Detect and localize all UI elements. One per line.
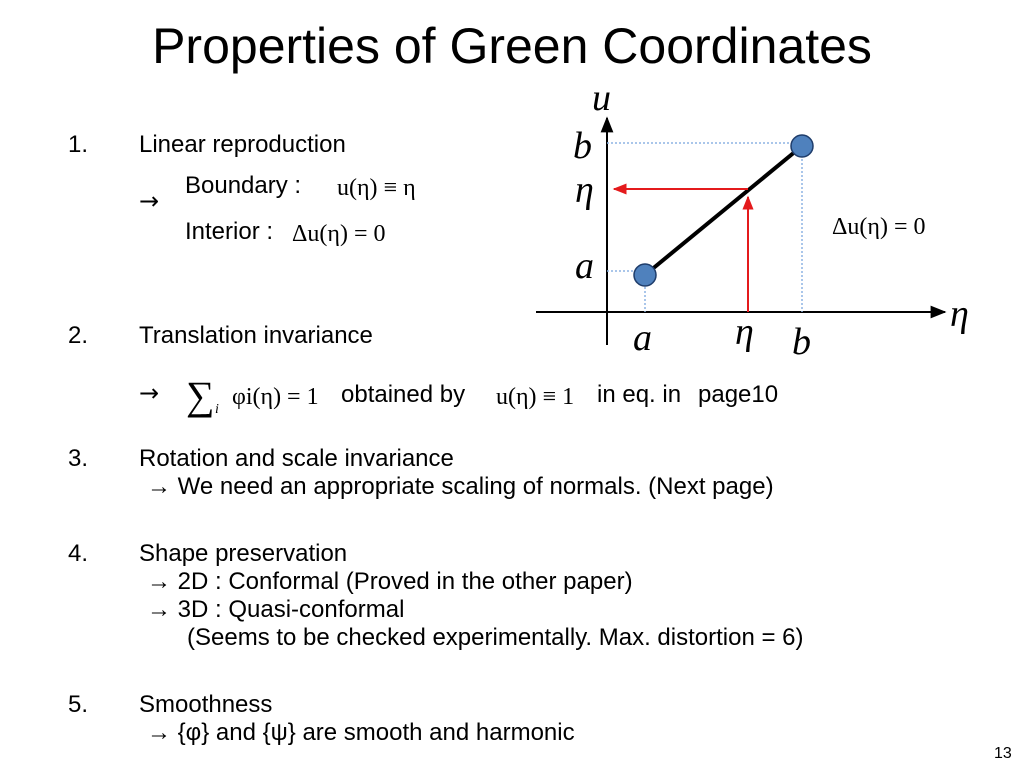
item-2-heading: Translation invariance xyxy=(139,322,373,349)
item-1-interior-label: Interior : xyxy=(185,218,274,245)
y-tick-a: a xyxy=(575,245,594,287)
item-5-line-1: → {φ} and {ψ} are smooth and harmonic xyxy=(147,719,575,746)
item-2-sum-symbol: ∑ xyxy=(186,373,215,418)
item-3-line-1: → We need an appropriate scaling of normals. (Next page) xyxy=(147,473,774,500)
y-tick-eta: η xyxy=(575,169,594,211)
item-3-heading: Rotation and scale invariance xyxy=(139,445,454,472)
item-1-interior-expr: Δu(η) = 0 xyxy=(292,221,386,247)
item-1-boundary-label: Boundary : xyxy=(185,172,302,199)
x-tick-b: b xyxy=(792,321,811,363)
item-2-sum-index: i xyxy=(215,402,219,417)
x-axis-label: η xyxy=(950,293,969,335)
item-5-heading: Smoothness xyxy=(139,691,273,718)
item-4-line-2: → 3D : Quasi-conformal xyxy=(147,596,405,623)
item-2-arrow: → xyxy=(139,379,160,407)
item-2-page-ref: page10 xyxy=(698,381,779,408)
item-2-in-eq-text: in eq. in xyxy=(597,381,682,408)
item-4-line-3: (Seems to be checked experimentally. Max. distortion = 6) xyxy=(187,624,804,651)
x-tick-a: a xyxy=(633,317,652,359)
y-tick-b: b xyxy=(573,125,592,167)
item-4-number: 4. xyxy=(68,540,89,567)
item-5-number: 5. xyxy=(68,691,89,718)
boundary-segment xyxy=(645,146,802,275)
endpoint-b xyxy=(791,135,813,157)
endpoint-a xyxy=(634,264,656,286)
item-3-number: 3. xyxy=(68,445,89,472)
x-tick-eta: η xyxy=(735,311,754,353)
item-1-number: 1. xyxy=(68,131,89,158)
diagram-laplace-expr: Δu(η) = 0 xyxy=(832,214,926,240)
item-4-heading: Shape preservation xyxy=(139,540,348,567)
slide-title: Properties of Green Coordinates xyxy=(152,18,872,74)
item-2-obtained-text: obtained by xyxy=(341,381,466,408)
item-1-boundary-expr: u(η) ≡ η xyxy=(337,175,416,201)
item-2-number: 2. xyxy=(68,322,89,349)
item-1-heading: Linear reproduction xyxy=(139,131,346,158)
item-4-line-1: → 2D : Conformal (Proved in the other paper) xyxy=(147,568,633,595)
item-2-sum-expr: φi(η) = 1 xyxy=(232,384,319,410)
item-2-cond-expr: u(η) ≡ 1 xyxy=(496,384,575,410)
y-axis-label: u xyxy=(592,77,611,119)
item-1-arrow: → xyxy=(139,187,160,215)
page-number: 13 xyxy=(994,745,1012,762)
